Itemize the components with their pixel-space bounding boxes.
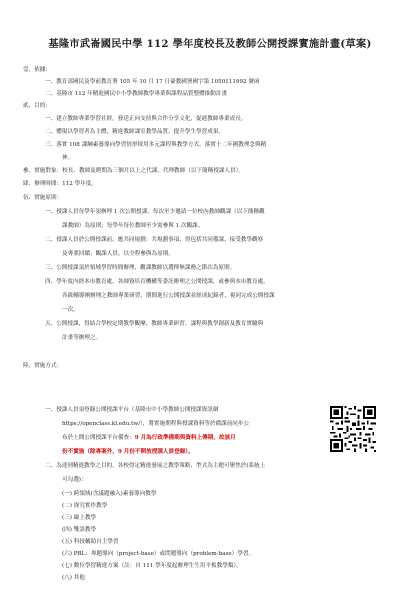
sub-item: (二) 探究實作教學	[62, 503, 108, 509]
section-6-item: 二、為達到精進教學之目的，各校得定精進發展之教學策略、型式為主題可聚焦於(系統上	[45, 463, 266, 469]
section-1-item: 一、教育部國民及學前教育署 105 年 10 月 17 日臺教國署國字第 1050111992 號函	[45, 79, 260, 85]
section-6-item: 一、授課人員須登錄公開授課平台（基隆市中小學教師公開授課資訊網	[45, 407, 219, 413]
section-5-item: 一、授課人員每學年須辦理 1 次公開授課，每次至少邀請一位校內教師觀課（以下簡稱觀	[45, 209, 265, 215]
section-5-item: 五、公開授課，得結合學校定期教學觀摩、教師專業研習、課程與教學創新及教育實驗與	[45, 321, 264, 327]
sub-item: (四) 雙語教學	[62, 527, 97, 533]
highlight-text: 份不實施（除專案外，9 月份不開放授課人員登錄）。	[62, 449, 194, 455]
section-5-item: 計畫等辦理之。	[62, 335, 102, 341]
section-6-item: https://openclass.kl.edu.tw/），將實施期程與授課資料等於備課前同步公	[62, 421, 250, 427]
sub-item: (五) 科技輔助自主學習	[62, 539, 119, 545]
section-1-item: 二、基隆市 112 年精進國民中小學教師教學專業與課程品質整體推動計畫	[45, 91, 228, 97]
section-5-item: 課教師）為原則；每學年每位教師至少需參與 1 次觀課。	[62, 223, 204, 229]
section-2-item: 神。	[62, 155, 74, 161]
section-2-heading: 貳、目的：	[23, 103, 51, 109]
section-3-line: 參、實施對象：校長、教師及聘期為三個月以上之代課、代理教師（以下簡稱授課人員）。	[23, 168, 244, 174]
page-title: 基隆市武崙國民中學 112 學年度校長及教師公開授課實施計畫(草案)	[48, 38, 372, 50]
section-4-line: 肆、辦理時間：112 學年度。	[23, 181, 97, 187]
sub-item: (一) 跨領域(含議題融入)素養導向教學	[62, 491, 157, 497]
sub-item: (三) 線上教學	[62, 515, 97, 521]
section-5-item: 二、授課人員於公開授課前，應共同規劃：共規劃事項，得包括共同備課、接受教學觀察	[45, 237, 264, 243]
section-2-item: 一、建立教師專業學習社群，發送正向支持與合作分享文化，促進教師專業成長。	[45, 116, 247, 122]
section-5-item: 三、公開授課須於領域學習時間辦理，觀課教師以選擇無課務之節次為原則。	[45, 265, 236, 271]
section-5-item: 四、學年度內經本市教育處、各師資培育機構等委託辦理之公開授課，或參與本市教育處、	[45, 279, 269, 285]
sub-item: (六) PBL：專題導向（project-base）或問題導向（problem-base）學習。	[62, 551, 255, 557]
section-2-item: 三、落實 108 課綱素養導向學習情形探用多元課程與教學方式，落實十二年國教理念與精	[45, 142, 267, 148]
section-6-heading: 陸、實施方式：	[23, 363, 63, 369]
sub-item: (七) 數位學習精進方案（註：自 111 學年度起辦理生生用平板教學類）。	[62, 563, 242, 569]
section-5-heading: 伍、實施原則：	[23, 195, 63, 201]
highlight-text: 9 月為行政準備期與資料上傳期，故該月	[134, 435, 236, 441]
sub-item: (八) 其他	[62, 575, 85, 581]
section-6-item: 可勾選)：	[62, 477, 87, 483]
section-6-item-text: 布於上開公開授課平台備查：	[62, 435, 135, 441]
section-5-item: 及專業回饋：觀課人員，以全程參與為原則。	[62, 251, 174, 257]
qr-code-icon[interactable]	[330, 406, 376, 452]
section-2-item: 二、體現以學習者為主體，精進教師課室教學品質，提升學生學習成果。	[45, 129, 225, 135]
section-1-heading: 壹、依據：	[23, 67, 51, 73]
section-6-item	[62, 434, 236, 442]
section-5-item: 各級輔導團辦理之教師專業研習，期間進行公開授課並經成紀錄者，視同完成公開授課	[62, 293, 275, 299]
section-5-item: 一次。	[62, 307, 79, 313]
